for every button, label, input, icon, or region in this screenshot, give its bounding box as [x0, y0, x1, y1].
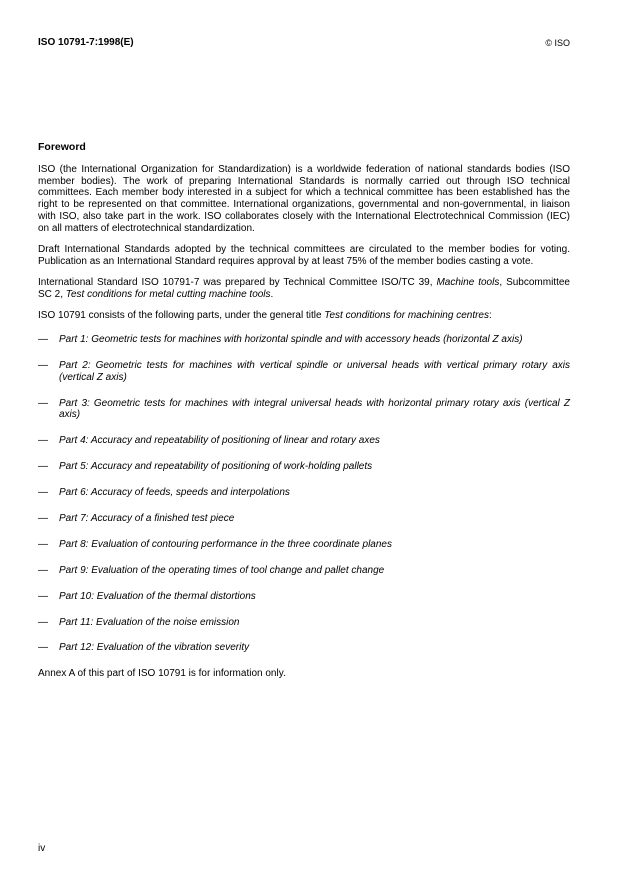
general-title: Test conditions for machining centres — [324, 310, 489, 322]
copyright-notice: © ISO — [545, 38, 570, 48]
dash-bullet: — — [38, 590, 48, 602]
dash-bullet: — — [38, 564, 48, 576]
list-item — [38, 398, 570, 422]
foreword-paragraph-3 — [38, 277, 570, 301]
part-title: Part 7: Accuracy of a finished test piece — [59, 513, 235, 524]
foreword-heading: Foreword — [38, 141, 86, 153]
foreword-section — [38, 142, 570, 690]
para4-end: : — [489, 310, 492, 322]
para3-mid: , Subcommittee SC 2, — [38, 277, 570, 300]
list-item — [38, 513, 570, 525]
dash-bullet: — — [38, 359, 48, 371]
part-title: Part 11: Evaluation of the noise emission — [59, 616, 240, 628]
list-item — [38, 591, 570, 603]
part-title: Part 5: Accuracy and repeatability of positioning of work-holding pallets — [59, 461, 373, 473]
list-item — [38, 565, 570, 577]
part-title: Part 1: Geometric tests for machines with horizontal spindle and with accessory heads (horizontal Z axis) — [59, 334, 523, 346]
list-item — [38, 334, 570, 346]
parts-list — [38, 334, 570, 654]
dash-bullet: — — [38, 461, 48, 473]
list-item — [38, 435, 570, 447]
page-number: iv — [38, 843, 46, 854]
part-title: Part 3: Geometric tests for machines with integral universal heads with horizontal primary rotary axis (vertical Z axis) — [59, 397, 570, 421]
para4-text: ISO 10791 consists of the following parts, under the general title — [38, 310, 325, 322]
dash-bullet: — — [38, 538, 48, 550]
tc-title: Machine tools — [436, 277, 500, 289]
dash-bullet: — — [38, 397, 48, 409]
dash-bullet: — — [38, 642, 48, 654]
foreword-paragraph-4 — [38, 310, 570, 322]
annex-note: Annex A of this part of ISO 10791 is for information only. — [38, 668, 286, 680]
document-id: ISO 10791-7:1998(E) — [38, 37, 134, 48]
part-title: Part 9: Evaluation of the operating times of tool change and pallet change — [59, 564, 385, 576]
part-title: Part 4: Accuracy and repeatability of positioning of linear and rotary axes — [59, 435, 380, 447]
list-item — [38, 487, 570, 499]
para3-end: . — [270, 288, 274, 300]
dash-bullet: — — [38, 616, 48, 628]
list-item — [38, 642, 570, 654]
dash-bullet: — — [38, 435, 48, 447]
foreword-paragraph-2: Draft International Standards adopted by the technical committees are circulated to the member bodies for voting. Publication as an International Standard requires approval by at least 75% of the member bodies casting a vote. — [38, 244, 570, 267]
dash-bullet: — — [38, 513, 48, 524]
list-item — [38, 360, 570, 384]
list-item — [38, 461, 570, 473]
list-item — [38, 539, 570, 551]
dash-bullet: — — [38, 487, 48, 499]
part-title: Part 6: Accuracy of feeds, speeds and interpolations — [59, 487, 290, 499]
sc-title: Test conditions for metal cutting machine tools — [65, 288, 271, 300]
part-title: Part 2: Geometric tests for machines with vertical spindle or universal heads with vertical primary rotary axis (vertical Z axis) — [59, 359, 570, 383]
part-title: Part 10: Evaluation of the thermal distortions — [59, 590, 256, 602]
part-title: Part 12: Evaluation of the vibration severity — [59, 642, 250, 654]
list-item — [38, 617, 570, 629]
part-title: Part 8: Evaluation of contouring performance in the three coordinate planes — [59, 538, 392, 550]
para3-text: International Standard ISO 10791-7 was prepared by Technical Committee ISO/TC 39, — [38, 277, 437, 289]
dash-bullet: — — [38, 334, 48, 346]
foreword-paragraph-1: ISO (the International Organization for Standardization) is a worldwide federation of national standards bodies (ISO member bodies). The work of preparing International Standards is normally carried out through ISO technical committees. Each member body interested in a subject for which a technical committee has been established has the right to be represented on that committee. International organizations, governmental and non-governmental, in liaison with ISO, also take part in the work. ISO collaborates closely with the International Electrotechnical Commission (IEC) on all matters of electrotechnical standardization. — [38, 163, 570, 234]
